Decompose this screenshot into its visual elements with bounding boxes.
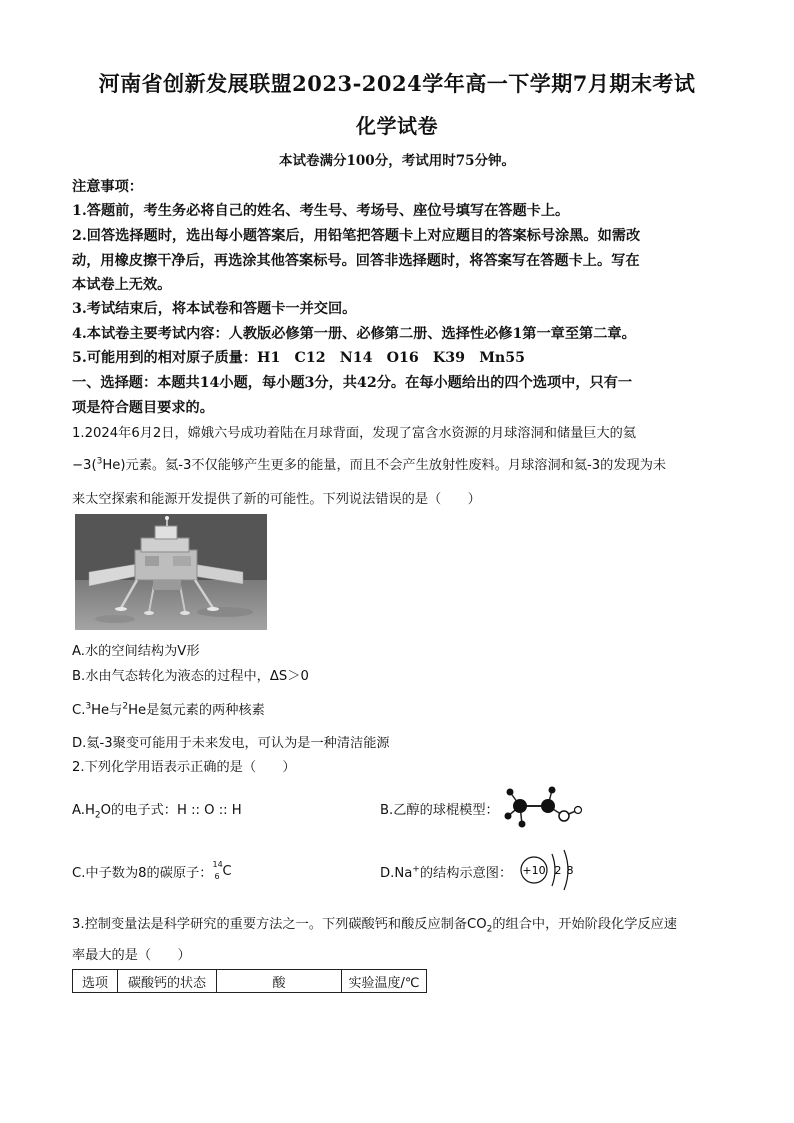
q2-option-c (72, 862, 234, 882)
q3-stem-line-2: 率最大的是（ ） (72, 948, 191, 963)
section-1-heading-line-1: 一、选择题：本题共14小题，每小题3分，共42分。在每小题给出的四个选项中，只有一 (72, 375, 633, 391)
notice-item-4: 4.本试卷主要考试内容：人教版必修第一册、必修第二册、选择性必修1第一章至第二章。 (72, 326, 636, 342)
q1-option-c-mid: He与 (91, 703, 123, 718)
q1-option-c-rest: He是氦元素的两种核素 (128, 703, 265, 718)
q2-carbon-mass-number: 14 (212, 860, 223, 869)
table-header-row (73, 970, 427, 993)
q1-stem-line-1: 1.2024年6月2日，嫦娥六号成功着陆在月球背面，发现了富含水资源的月球溶洞和储量巨大的氦 (72, 426, 637, 441)
nucleus-charge: +10 (522, 864, 546, 877)
notice-heading: 注意事项： (72, 179, 143, 195)
q1-option-c-letter: C. (72, 703, 86, 718)
lunar-lander-photo (75, 514, 267, 630)
notice-item-2-line-3: 本试卷上无效。 (72, 277, 172, 293)
q3-options-table (72, 969, 427, 993)
q1-helium-symbol: He) (102, 458, 126, 473)
q1-helium-mass-number: 3 (96, 456, 103, 467)
q3-stem-line-1 (72, 913, 677, 935)
q2-carbon-atomic-number: 6 (214, 872, 220, 881)
q1-stem-line-2-text: 元素。氦-3不仅能够产生更多的能量，而且不会产生放射性废料。月球溶洞和氦-3的发现为未 (125, 458, 667, 473)
notice-item-5: 5.可能用到的相对原子质量：H1 C12 N14 O16 K39 Mn55 (72, 350, 525, 366)
q1-option-c-mass-1: 3 (85, 701, 92, 712)
q1-option-c (72, 699, 265, 718)
q2-option-a-subscript: 2 (94, 810, 101, 821)
q1-option-c-mass-2: 2 (122, 701, 129, 712)
q3-stem-line-1-a: 3.控制变量法是科学研究的重要方法之一。下列碳酸钙和酸反应制备CO (72, 917, 487, 932)
shell-2-electron-count: 8 (566, 864, 574, 877)
q3-co2-subscript: 2 (486, 924, 493, 935)
exam-info: 本试卷满分100分，考试用时75分钟。 (279, 153, 515, 169)
shell-1-electron-count: 2 (554, 864, 562, 877)
q2-option-d-prefix: D.Na (380, 866, 413, 881)
lunar-lander-illustration (75, 514, 267, 630)
q2-option-a (72, 799, 242, 821)
q2-carbon-symbol: C (222, 864, 232, 879)
q2-option-d-label: 的结构示意图： (419, 866, 513, 881)
exam-subject-title: 化学试卷 (356, 114, 438, 138)
ethanol-ball-stick-model (500, 780, 590, 830)
q1-option-d: D.氦-3聚变可能用于未来发电，可认为是一种清洁能源 (72, 736, 390, 751)
q2-option-c-label: C.中子数为8的碳原子： (72, 866, 213, 881)
q2-option-d (380, 862, 512, 881)
table-header-cell: 选项 (73, 970, 118, 993)
q2-option-d-charge: + (412, 864, 420, 875)
q2-option-a-rest: O的电子式：H :: O :: H (100, 803, 242, 818)
table-header-cell: 碳酸钙的状态 (118, 970, 217, 993)
q2-option-b-label: B.乙醇的球棍模型： (380, 803, 499, 818)
section-1-heading-line-2: 项是符合题目要求的。 (72, 400, 214, 416)
q1-option-a: A.水的空间结构为V形 (72, 644, 200, 659)
q1-option-b: B.水由气态转化为液态的过程中，ΔS＞0 (72, 669, 309, 684)
notice-item-3: 3.考试结束后，将本试卷和答题卡一并交回。 (72, 301, 357, 317)
notice-item-2-line-2: 动，用橡皮擦干净后，再选涂其他答案标号。回答非选择题时，将答案写在答题卡上。写在 (72, 253, 640, 269)
q2-option-a-prefix: A.H (72, 803, 95, 818)
sodium-ion-structure-diagram (518, 846, 582, 894)
table-header-cell: 酸 (217, 970, 342, 993)
q1-helium-prefix: −3( (72, 458, 97, 473)
notice-item-2-line-1: 2.回答选择题时，选出每小题答案后，用铅笔把答题卡上对应题目的答案标号涂黑。如需改 (72, 228, 641, 244)
q2-carbon-isotope-notation (212, 860, 234, 882)
q1-stem-line-2 (72, 454, 722, 473)
q2-stem: 2.下列化学用语表示正确的是（ ） (72, 760, 296, 775)
table-header-cell: 实验温度/℃ (342, 970, 427, 993)
q1-stem-line-3: 来太空探索和能源开发提供了新的可能性。下列说法错误的是（ ） (72, 492, 481, 507)
notice-item-1: 1.答题前，考生务必将自己的姓名、考生号、考场号、座位号填写在答题卡上。 (72, 203, 570, 219)
q3-stem-line-1-b: 的组合中，开始阶段化学反应速 (492, 917, 677, 932)
exam-title: 河南省创新发展联盟2023-2024学年高一下学期7月期末考试 (98, 71, 696, 96)
